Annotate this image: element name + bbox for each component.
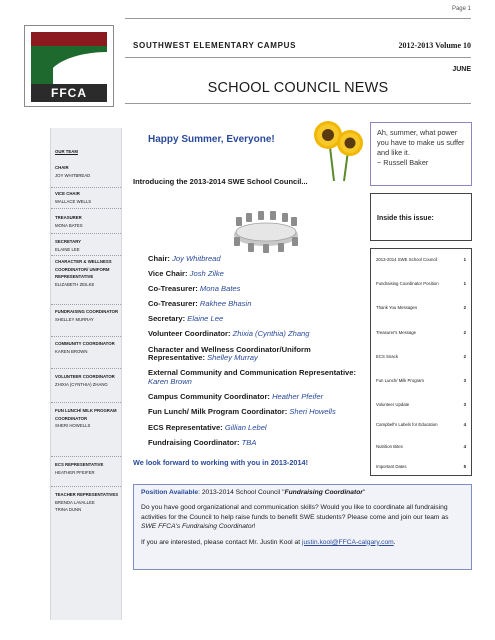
council-name: Sheri Howells (289, 407, 336, 417)
toc-page: 2 (463, 305, 466, 310)
toc-title: Volunteer Update (376, 402, 410, 407)
sidebar-role: ECS REPRESENTATIVE (55, 462, 104, 467)
council-name: Shelley Murray (207, 353, 258, 363)
toc-title: Fun Lunch/ Milk Program (376, 378, 425, 383)
sidebar-role: VICE CHAIR (55, 191, 80, 196)
toc-page: 4 (463, 444, 466, 449)
sidebar-role: FUNDRAISING COORDINATOR (55, 309, 119, 314)
fundraising-heading-label: Position Available (141, 489, 199, 496)
contact-email-link[interactable]: justin.kool@FFCA-calgary.com (301, 538, 394, 546)
sidebar-heading (55, 148, 119, 156)
title-rule-bottom (125, 103, 471, 104)
sidebar-divider (51, 336, 121, 337)
quote-text: Ah, summer, what power you have to make us suffer and like it. (377, 128, 465, 157)
toc-title: Nutrition Bites (376, 444, 403, 449)
sidebar-entry (55, 373, 119, 388)
sidebar-entry (55, 190, 119, 205)
meeting-table-image (228, 207, 304, 253)
council-role: ECS Representative: (148, 422, 223, 432)
sidebar-divider (51, 368, 121, 369)
fundraising-body (141, 503, 464, 531)
intro-text: Introducing the 2013-2014 SWE School Council... (133, 177, 308, 186)
sunflower-graphic (310, 113, 366, 183)
logo-text: FFCA (51, 86, 87, 100)
sidebar-name: KAREN BROWN (55, 348, 88, 354)
sidebar-divider (51, 486, 121, 487)
sidebar-role: VOLUNTEER COORDINATOR (55, 374, 115, 379)
council-item (148, 346, 363, 364)
sidebar-entry (55, 238, 119, 253)
toc-page: 1 (463, 257, 466, 262)
council-role: Vice Chair: (148, 269, 188, 279)
volume-label: 2012-2013 Volume 10 (398, 41, 471, 50)
meeting-table-graphic (228, 207, 304, 253)
sidebar-entry (55, 258, 119, 288)
team-sidebar (50, 128, 122, 620)
toc-title: Treasurer's Message (376, 330, 417, 335)
ffca-logo (24, 25, 114, 107)
toc-item[interactable] (376, 401, 466, 409)
council-item (148, 300, 363, 309)
sidebar-role: SECRETARY (55, 239, 82, 244)
council-item (148, 393, 363, 402)
toc-page: 3 (463, 402, 466, 407)
council-item (148, 424, 363, 433)
sidebar-divider (51, 456, 121, 457)
fundraising-body-text: Do you have good organizational and communication skills? Would you like to coordinate all fundraising activities for the Council to help raise funds to benefit SWE students? Please come and join our team as (141, 504, 449, 521)
sidebar-role: TEACHER REPRESENTATIVES (55, 492, 119, 497)
sidebar-role: CHARACTER & WELLNESS COORDINATOR/ UNIFORM REPRESENTATIVE (55, 259, 112, 280)
council-role: Fundraising Coordinator: (148, 437, 240, 447)
council-name: Elaine Lee (187, 314, 224, 324)
fundraising-body-end: ! (253, 523, 256, 531)
sidebar-name: WALLACE WELLS (55, 198, 92, 204)
quote-box (370, 122, 472, 186)
council-role: Character and Wellness Coordinator/Uniform Representative: (148, 344, 311, 363)
toc-title: Fundraising Coordinator Position (376, 281, 439, 286)
toc-title: Important Dates (376, 464, 407, 469)
closing-line: We look forward to working with you in 2013-2014! (133, 458, 309, 467)
welcome-heading: Happy Summer, Everyone! (148, 134, 275, 145)
toc-page: 2 (463, 330, 466, 335)
council-item (148, 255, 363, 264)
council-role: Secretary: (148, 314, 186, 324)
council-role: Co-Treasurer: (148, 299, 198, 309)
council-name: Mona Bates (199, 284, 241, 294)
council-name: Zhixia (Cynthia) Zhang (232, 329, 310, 339)
council-name: TBA (241, 437, 257, 447)
sidebar-divider (51, 402, 121, 403)
council-item (148, 369, 363, 387)
sidebar-entry (55, 461, 119, 476)
council-name: Josh Zilke (189, 269, 224, 279)
toc-item[interactable] (376, 421, 466, 429)
toc-page: 3 (463, 378, 466, 383)
council-name: Karen Brown (148, 377, 192, 387)
fundraising-heading-text: : 2013-2014 School Council " (198, 489, 285, 496)
fundraising-heading (141, 488, 464, 497)
sidebar-name: BRENDA LAVALLEE (55, 499, 95, 505)
fundraising-notice (133, 484, 472, 570)
toc-item[interactable] (376, 443, 466, 451)
toc-item[interactable] (376, 377, 466, 385)
sidebar-entry (55, 407, 119, 430)
sidebar-entry (55, 491, 119, 514)
council-role: Co-Treasurer: (148, 284, 198, 294)
sidebar-role: COMMUNITY COORDINATOR (55, 341, 115, 346)
sidebar-name: SHERI HOWELLS (55, 423, 91, 429)
sidebar-divider (51, 233, 121, 234)
council-name: Joy Whitbread (172, 254, 221, 263)
council-name: Rakhee Bhasin (199, 299, 252, 309)
sidebar-divider (51, 187, 121, 188)
sidebar-name: MONA BATES (55, 222, 83, 228)
inside-issue-label: Inside this issue: (377, 215, 434, 222)
month-label: JUNE (452, 66, 471, 73)
sunflower-image (310, 113, 366, 183)
toc-title: Thank You Messages (376, 305, 418, 310)
toc-title: ECS Snack (376, 354, 398, 359)
sidebar-role: FUN LUNCH/ MILK PROGRAM COORDINATOR (55, 408, 117, 421)
fundraising-body-emphasis: SWE FFCA's Fundraising Coordinator (141, 523, 254, 531)
sidebar-role: TREASURER (55, 215, 82, 220)
sidebar-heading-label: OUR TEAM (55, 149, 78, 154)
sidebar-name: ELIZABETH ZEILKE (55, 281, 95, 287)
sidebar-entry (55, 164, 119, 179)
toc-item[interactable] (376, 280, 466, 288)
council-item (148, 408, 363, 417)
council-role: Campus Community Coordinator: (148, 392, 270, 402)
sidebar-name: SHELLEY MURRAY (55, 316, 94, 322)
toc-item[interactable] (376, 304, 466, 312)
sidebar-divider (51, 208, 121, 209)
council-role: External Community and Communication Representative: (148, 368, 357, 378)
council-item (148, 285, 363, 294)
fundraising-heading-end: " (362, 489, 366, 496)
fundraising-heading-role: Fundraising Coordinator (284, 489, 363, 496)
council-item (148, 330, 363, 339)
sidebar-name: HEATHER PFEIFER (55, 469, 95, 475)
fundraising-contact (141, 538, 464, 547)
quote-author: ~ Russell Baker (377, 158, 429, 167)
title-rule (125, 57, 471, 58)
newsletter-title: SCHOOL COUNCIL NEWS (207, 80, 389, 96)
toc-item[interactable] (376, 256, 466, 264)
sidebar-entry (55, 340, 119, 355)
sidebar-role: CHAIR (55, 165, 69, 170)
council-item (148, 315, 363, 324)
inside-issue-header (370, 193, 472, 241)
toc-item[interactable] (376, 329, 466, 337)
council-name: Heather Pfeifer (272, 392, 324, 402)
page-number: Page 1 (451, 6, 471, 12)
toc-item[interactable] (376, 353, 466, 361)
council-name: Gillian Lebel (224, 422, 267, 432)
council-item (148, 439, 363, 448)
sidebar-divider (51, 304, 121, 305)
toc-item[interactable] (376, 463, 466, 471)
council-item (148, 270, 363, 279)
sidebar-entry (55, 214, 119, 229)
sidebar-name: JOY WHITBREAD (55, 172, 91, 178)
council-role: Volunteer Coordinator: (148, 329, 231, 339)
toc-title: 2013-2014 SWE School Council (376, 257, 438, 262)
toc-page: 5 (463, 464, 466, 469)
toc-page: 4 (463, 422, 466, 427)
council-role: Fun Lunch/ Milk Program Coordinator: (148, 407, 288, 417)
sidebar-entry (55, 308, 119, 323)
fundraising-contact-text: If you are interested, please contact Mr. Justin Kool at (141, 538, 302, 546)
sidebar-divider (51, 255, 121, 256)
toc-page: 2 (463, 354, 466, 359)
council-list (148, 255, 363, 454)
toc-page: 1 (463, 281, 466, 286)
sidebar-name: TRINA DUNN (55, 507, 82, 513)
council-role: Chair: (148, 254, 170, 263)
sidebar-name: ELAINE LEE (55, 246, 80, 252)
top-rule (125, 18, 471, 19)
campus-name: SOUTHWEST ELEMENTARY CAMPUS (133, 41, 297, 50)
fundraising-contact-end: . (393, 538, 396, 546)
toc-title: Campbell's Labels for Education (376, 422, 438, 427)
table-of-contents (370, 248, 472, 476)
sidebar-name: ZHIXIA (CYNTHIA) ZHANG (55, 381, 108, 387)
